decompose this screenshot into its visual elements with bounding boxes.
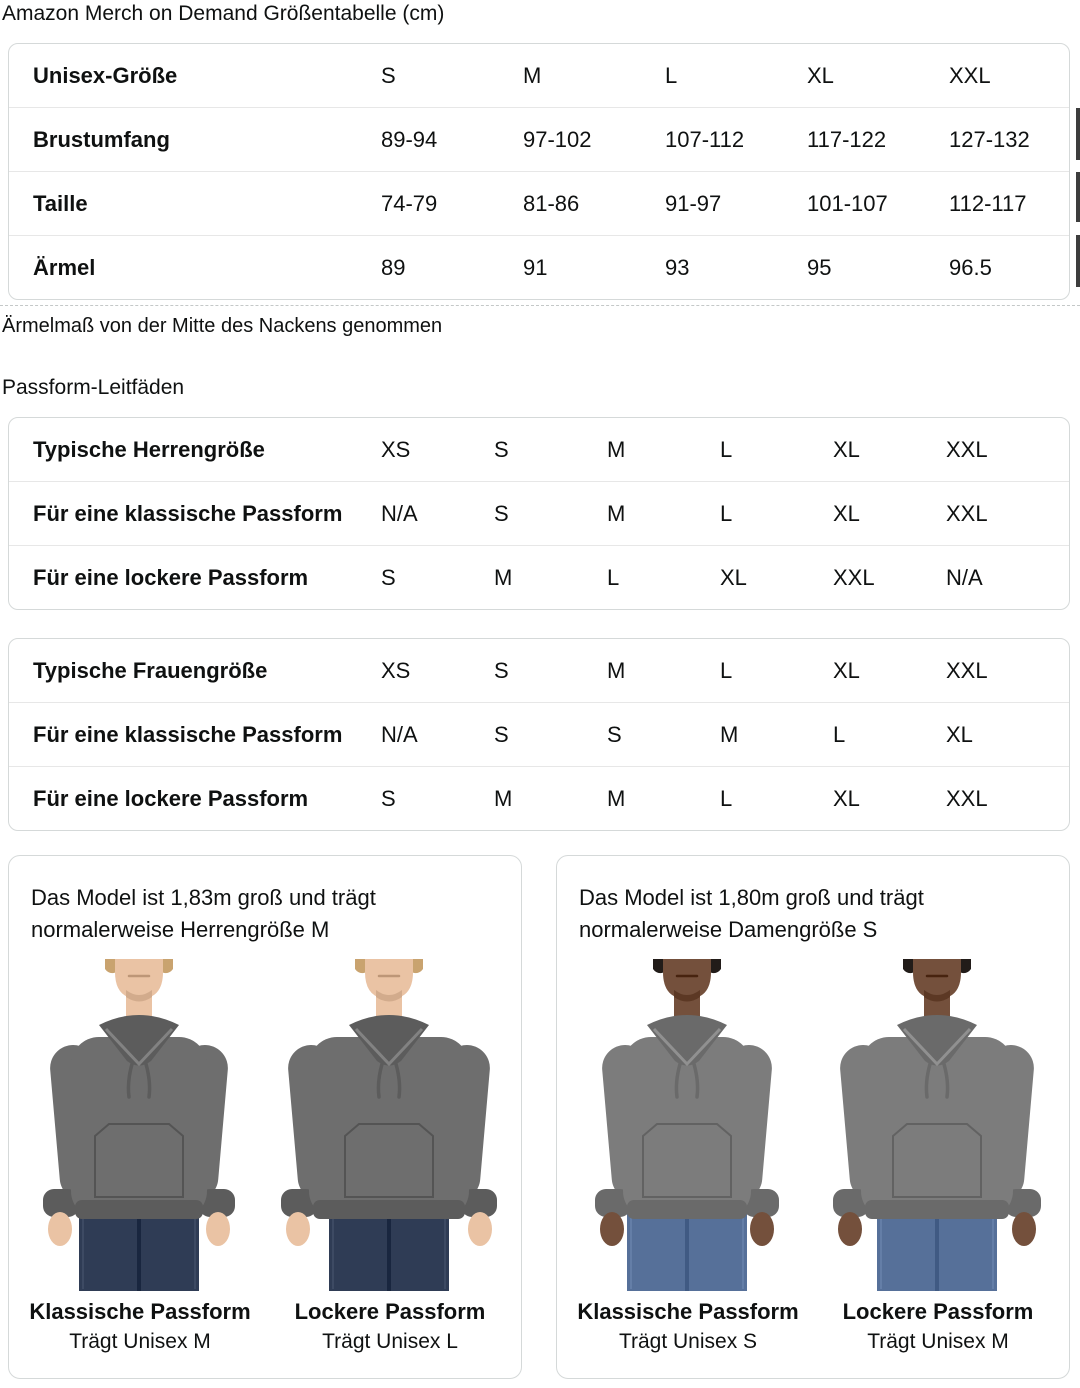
table-cell: S	[494, 500, 509, 526]
model-photo-loose	[818, 959, 1058, 1357]
worn-size-label: Trägt Unisex L	[322, 1330, 458, 1353]
fit-type-label: Klassische Passform	[29, 1299, 251, 1324]
table-cell: 91	[523, 254, 548, 280]
table-row	[9, 545, 1069, 609]
male-model-hoodie-photo	[270, 959, 510, 1291]
table-cell: 93	[665, 254, 690, 280]
sleeve-measure-note: Ärmelmaß von der Mitte des Nackens genommen	[2, 315, 443, 337]
table-cell: XL	[946, 721, 973, 747]
female-model-hoodie-photo	[818, 959, 1058, 1291]
table-cell: L	[720, 785, 733, 811]
row-label: Taille	[33, 190, 88, 216]
dashed-divider	[0, 305, 1080, 306]
table-cell: XXL	[949, 62, 991, 88]
table-cell: 127-132	[949, 126, 1030, 152]
worn-size-label: Trägt Unisex M	[867, 1330, 1009, 1353]
model-description: Das Model ist 1,80m groß und trägt normalerweise Damengröße S	[579, 885, 924, 942]
female-model-hoodie-photo	[568, 959, 808, 1291]
table-cell: M	[607, 500, 626, 526]
table-row	[9, 418, 1069, 481]
table-cell: L	[720, 657, 733, 683]
row-label: Für eine klassische Passform	[33, 500, 343, 526]
table-cell: M	[607, 785, 626, 811]
table-cell: 91-97	[665, 190, 722, 216]
worn-size-label: Trägt Unisex M	[69, 1330, 211, 1353]
table-cell: XL	[833, 436, 860, 462]
women-fit-card	[556, 855, 1070, 1379]
clipped-content-artifact	[1076, 172, 1080, 222]
table-cell: M	[523, 62, 542, 88]
table-cell: M	[720, 721, 739, 747]
row-label: Für eine lockere Passform	[33, 785, 309, 811]
table-cell: 89-94	[381, 126, 438, 152]
worn-size-label: Trägt Unisex S	[618, 1330, 758, 1353]
table-row	[9, 107, 1069, 171]
table-cell: L	[607, 564, 620, 590]
model-photo-loose	[270, 959, 510, 1357]
figure-caption	[270, 1297, 510, 1357]
fit-type-label: Klassische Passform	[577, 1299, 799, 1324]
fit-example-cards	[8, 855, 1070, 1379]
fit-guides-heading: Passform-Leitfäden	[2, 376, 185, 399]
figure-caption	[818, 1297, 1058, 1357]
table-cell: XS	[381, 436, 411, 462]
figure-caption	[568, 1297, 808, 1357]
row-label: Typische Frauengröße	[33, 657, 268, 683]
table-cell: M	[607, 436, 626, 462]
table-cell: 107-112	[665, 126, 745, 152]
table-cell: S	[381, 785, 396, 811]
row-label: Typische Herrengröße	[33, 436, 265, 462]
table-cell: XL	[720, 564, 747, 590]
table-cell: XXL	[946, 657, 988, 683]
model-photo-classic	[568, 959, 808, 1357]
row-label: Ärmel	[33, 254, 96, 280]
table-cell: 95	[807, 254, 832, 280]
table-cell: M	[494, 564, 513, 590]
table-cell: XL	[833, 500, 860, 526]
table-cell: 101-107	[807, 190, 888, 216]
table-row	[9, 766, 1069, 830]
fit-type-label: Lockere Passform	[842, 1299, 1034, 1324]
male-model-hoodie-photo	[20, 959, 260, 1291]
table-cell: L	[720, 500, 733, 526]
model-description: Das Model ist 1,83m groß und trägt normalerweise Herrengröße M	[31, 885, 376, 942]
figure-caption	[20, 1297, 260, 1357]
table-cell: 117-122	[807, 126, 887, 152]
table-cell: XXL	[833, 564, 875, 590]
unisex-size-table	[8, 43, 1070, 300]
table-cell: 81-86	[523, 190, 580, 216]
table-row	[9, 171, 1069, 235]
model-photo-classic	[20, 959, 260, 1357]
table-cell: XL	[833, 785, 860, 811]
row-label: Unisex-Größe	[33, 62, 178, 88]
page-title: Amazon Merch on Demand Größentabelle (cm)	[2, 2, 445, 25]
table-cell: 89	[381, 254, 406, 280]
table-cell: L	[665, 62, 678, 88]
table-cell: N/A	[946, 564, 983, 590]
table-cell: 96.5	[949, 254, 992, 280]
clipped-content-artifact	[1076, 235, 1080, 287]
table-cell: M	[494, 785, 513, 811]
clipped-content-artifact	[1076, 108, 1080, 160]
model-photos	[557, 959, 1069, 1357]
model-photos	[9, 959, 521, 1357]
table-cell: S	[494, 721, 509, 747]
table-cell: L	[833, 721, 846, 747]
table-row	[9, 481, 1069, 545]
table-row	[9, 639, 1069, 702]
fit-type-label: Lockere Passform	[294, 1299, 486, 1324]
table-cell: S	[607, 721, 622, 747]
table-cell: L	[720, 436, 733, 462]
men-fit-table	[8, 417, 1070, 610]
table-cell: N/A	[381, 721, 418, 747]
row-label: Für eine lockere Passform	[33, 564, 309, 590]
table-cell: 74-79	[381, 190, 438, 216]
table-cell: XXL	[946, 785, 988, 811]
table-cell: N/A	[381, 500, 418, 526]
table-cell: XXL	[946, 436, 988, 462]
table-row	[9, 44, 1069, 107]
table-cell: M	[607, 657, 626, 683]
row-label: Für eine klassische Passform	[33, 721, 343, 747]
table-cell: S	[381, 62, 396, 88]
table-cell: XS	[381, 657, 411, 683]
table-cell: S	[494, 657, 509, 683]
table-row	[9, 235, 1069, 299]
men-fit-card	[8, 855, 522, 1379]
table-cell: 112-117	[949, 190, 1027, 216]
table-cell: 97-102	[523, 126, 592, 152]
table-row	[9, 702, 1069, 766]
table-cell: XL	[807, 62, 834, 88]
table-cell: XL	[833, 657, 860, 683]
table-cell: XXL	[946, 500, 988, 526]
table-cell: S	[494, 436, 509, 462]
women-fit-table	[8, 638, 1070, 831]
table-cell: S	[381, 564, 396, 590]
row-label: Brustumfang	[33, 126, 170, 152]
